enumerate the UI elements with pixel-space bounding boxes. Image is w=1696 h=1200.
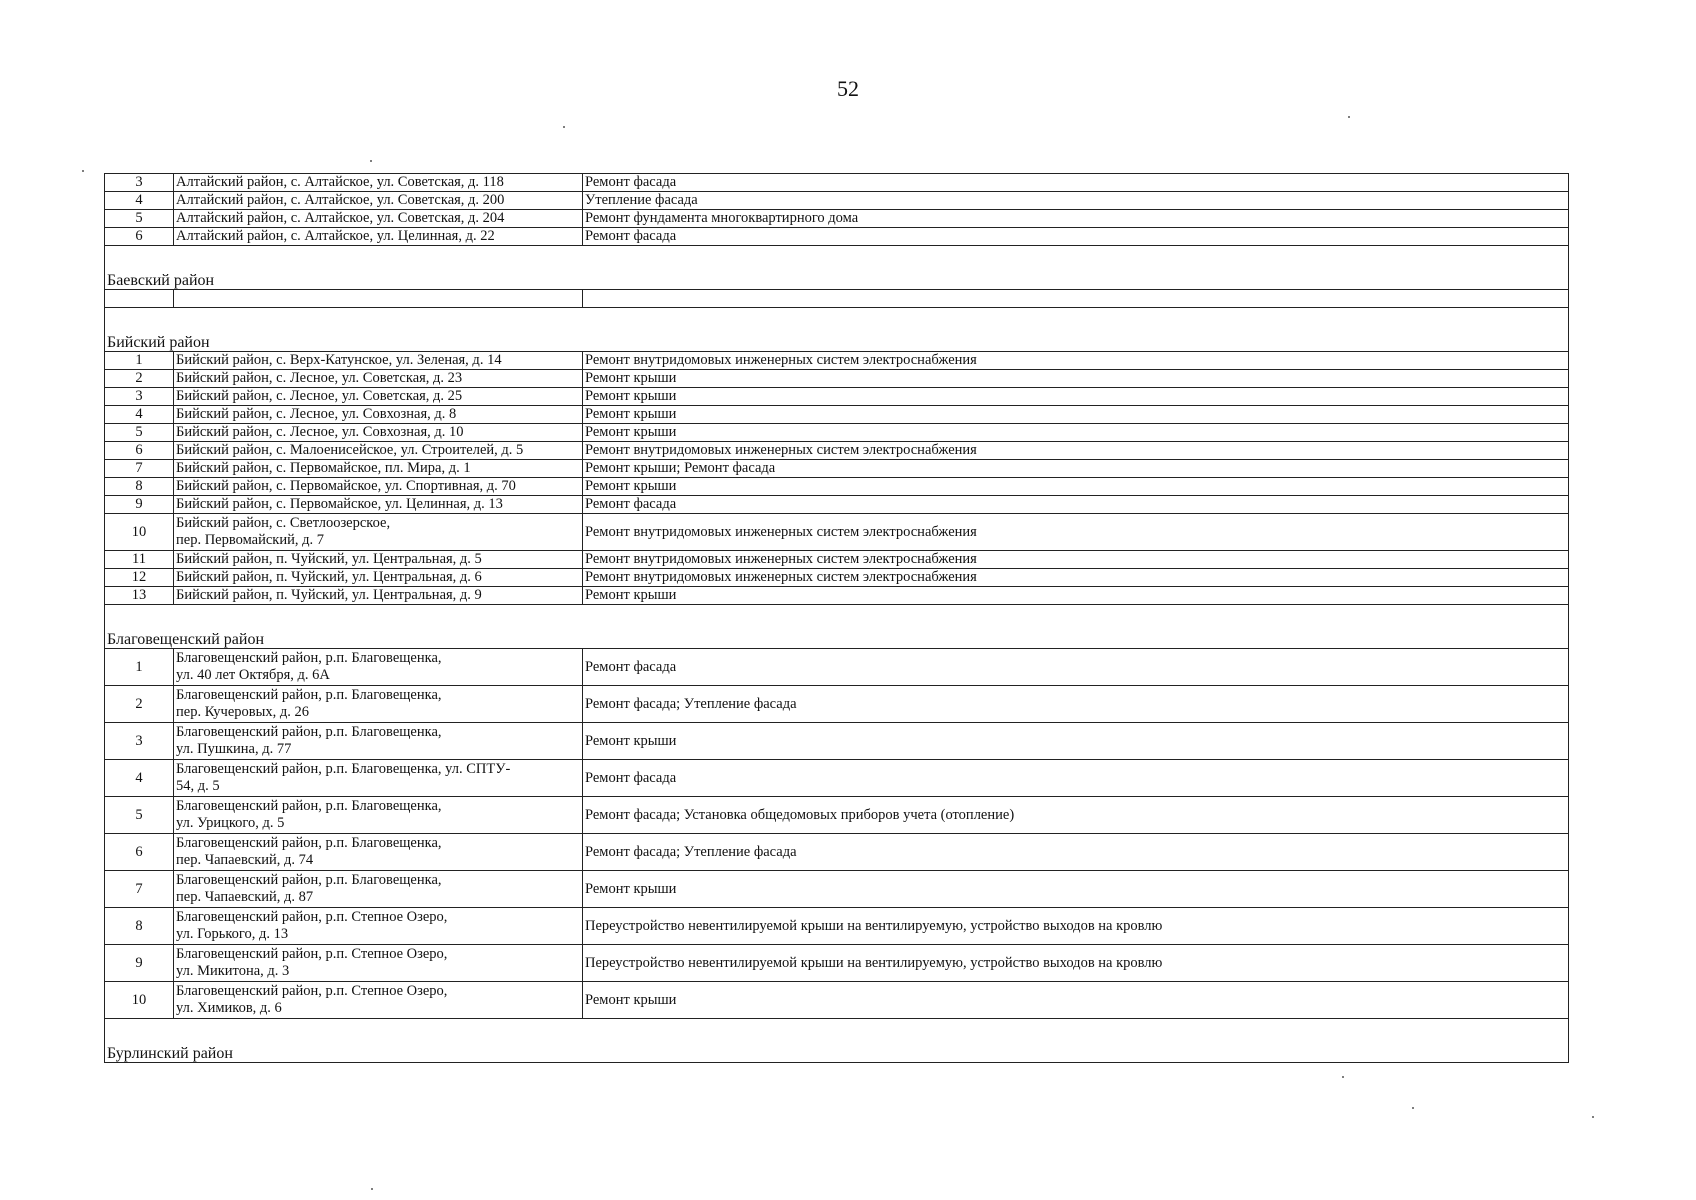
row-work-type: Ремонт крыши: [583, 388, 1569, 406]
table-row: [105, 210, 1569, 228]
address-line: Благовещенский район, р.п. Благовещенка,: [176, 872, 442, 888]
row-number: 2: [105, 370, 174, 388]
row-number: 9: [105, 945, 174, 982]
address-line: ул. Химиков, д. 6: [176, 1000, 282, 1016]
scan-speck: [370, 160, 372, 162]
row-number: 8: [105, 478, 174, 496]
address-line: 54, д. 5: [176, 778, 220, 794]
row-work-type: Ремонт фасада: [583, 228, 1569, 246]
row-number: 5: [105, 797, 174, 834]
row-number: 10: [105, 982, 174, 1019]
row-address: Бийский район, п. Чуйский, ул. Центральная, д. 6: [174, 569, 583, 587]
address-line: Благовещенский район, р.п. Благовещенка,: [176, 650, 442, 666]
row-work-type: Ремонт фасада: [583, 649, 1569, 686]
row-number: 1: [105, 352, 174, 370]
row-address: Бийский район, с. Первомайское, ул. Спортивная, д. 70: [174, 478, 583, 496]
row-work-type: Ремонт фасада; Установка общедомовых приборов учета (отопление): [583, 797, 1569, 834]
district-title: Бурлинский район: [105, 1019, 1569, 1063]
row-number: 13: [105, 587, 174, 605]
row-work-type: Переустройство невентилируемой крыши на вентилируемую, устройство выходов на кровлю: [583, 908, 1569, 945]
table-row: [105, 388, 1569, 406]
address-line: пер. Кучеровых, д. 26: [176, 704, 309, 720]
row-address: [174, 945, 583, 982]
row-address: Бийский район, с. Малоенисейское, ул. Строителей, д. 5: [174, 442, 583, 460]
row-address: [174, 871, 583, 908]
row-number: 3: [105, 723, 174, 760]
row-work-type: Ремонт крыши: [583, 370, 1569, 388]
district-title: Баевский район: [105, 246, 1569, 290]
table-row: [105, 760, 1569, 797]
address-line: ул. Микитона, д. 3: [176, 963, 290, 979]
scan-speck: [82, 170, 84, 172]
row-number: 6: [105, 228, 174, 246]
row-work-type: Ремонт внутридомовых инженерных систем электроснабжения: [583, 442, 1569, 460]
row-address: Бийский район, с. Лесное, ул. Совхозная, д. 10: [174, 424, 583, 442]
row-number: 12: [105, 569, 174, 587]
address-line: Бийский район, с. Светлоозерское,: [176, 515, 391, 531]
row-address: Бийский район, с. Первомайское, ул. Целинная, д. 13: [174, 496, 583, 514]
row-work-type: Переустройство невентилируемой крыши на вентилируемую, устройство выходов на кровлю: [583, 945, 1569, 982]
row-address: Алтайский район, с. Алтайское, ул. Советская, д. 118: [174, 174, 583, 192]
row-number: 9: [105, 496, 174, 514]
row-work-type: Ремонт внутридомовых инженерных систем электроснабжения: [583, 551, 1569, 569]
address-line: пер. Чапаевский, д. 87: [176, 889, 314, 905]
address-line: Благовещенский район, р.п. Благовещенка, ул. СПТУ-: [176, 761, 511, 777]
table-row: [105, 406, 1569, 424]
row-work-type: Ремонт крыши: [583, 871, 1569, 908]
district-title: Бийский район: [105, 308, 1569, 352]
district-header-blagoveshchensky: [105, 605, 1569, 649]
address-line: Благовещенский район, р.п. Благовещенка,: [176, 687, 442, 703]
row-number: 1: [105, 649, 174, 686]
row-number: 4: [105, 406, 174, 424]
row-work-type: Утепление фасада: [583, 192, 1569, 210]
table-row: [105, 569, 1569, 587]
row-number: 5: [105, 210, 174, 228]
row-address: [174, 982, 583, 1019]
row-address: [174, 908, 583, 945]
table-row: [105, 551, 1569, 569]
row-work-type: Ремонт крыши: [583, 478, 1569, 496]
building-repair-table: [104, 173, 1569, 1063]
address-line: ул. Пушкина, д. 77: [176, 741, 292, 757]
table-row: [105, 686, 1569, 723]
row-work-type: Ремонт крыши: [583, 723, 1569, 760]
row-work-type: Ремонт фасада; Утепление фасада: [583, 686, 1569, 723]
table-row: [105, 834, 1569, 871]
row-address: Бийский район, с. Лесное, ул. Советская, д. 23: [174, 370, 583, 388]
row-work-type: Ремонт крыши: [583, 982, 1569, 1019]
table-row: [105, 370, 1569, 388]
table-row: [105, 514, 1569, 551]
table-row: [105, 649, 1569, 686]
district-header-baevsky: [105, 246, 1569, 290]
address-line: Благовещенский район, р.п. Благовещенка,: [176, 835, 442, 851]
row-address: Бийский район, с. Лесное, ул. Советская, д. 25: [174, 388, 583, 406]
empty-row: [105, 290, 1569, 308]
row-address: [174, 723, 583, 760]
address-line: ул. Урицкого, д. 5: [176, 815, 285, 831]
row-address: [174, 797, 583, 834]
address-line: Благовещенский район, р.п. Степное Озеро,: [176, 946, 448, 962]
row-address: Алтайский район, с. Алтайское, ул. Целинная, д. 22: [174, 228, 583, 246]
table-row: [105, 352, 1569, 370]
row-address: Алтайский район, с. Алтайское, ул. Советская, д. 200: [174, 192, 583, 210]
row-address: Бийский район, с. Первомайское, пл. Мира, д. 1: [174, 460, 583, 478]
row-address: Алтайский район, с. Алтайское, ул. Советская, д. 204: [174, 210, 583, 228]
row-address: [174, 649, 583, 686]
row-number: 4: [105, 192, 174, 210]
row-work-type: Ремонт фундамента многоквартирного дома: [583, 210, 1569, 228]
table-row: [105, 723, 1569, 760]
address-line: Благовещенский район, р.п. Благовещенка,: [176, 724, 442, 740]
page-number: 52: [837, 76, 859, 101]
row-number: 3: [105, 174, 174, 192]
table-row: [105, 424, 1569, 442]
row-number: 6: [105, 442, 174, 460]
district-header-biysky: [105, 308, 1569, 352]
table-row: [105, 871, 1569, 908]
row-number: 2: [105, 686, 174, 723]
row-work-type: Ремонт внутридомовых инженерных систем электроснабжения: [583, 514, 1569, 551]
table-row: [105, 460, 1569, 478]
row-number: 11: [105, 551, 174, 569]
table-row: [105, 908, 1569, 945]
row-address: [174, 514, 583, 551]
row-address: Бийский район, с. Лесное, ул. Совхозная, д. 8: [174, 406, 583, 424]
table-row: [105, 442, 1569, 460]
row-work-type: Ремонт крыши; Ремонт фасада: [583, 460, 1569, 478]
scan-speck: [1348, 116, 1350, 118]
scan-speck: [1592, 1116, 1594, 1118]
district-header-burlinsky: [105, 1019, 1569, 1063]
address-line: пер. Чапаевский, д. 74: [176, 852, 314, 868]
row-work-type: Ремонт крыши: [583, 424, 1569, 442]
address-line: Благовещенский район, р.п. Благовещенка,: [176, 798, 442, 814]
row-work-type: Ремонт внутридомовых инженерных систем электроснабжения: [583, 352, 1569, 370]
row-address: [174, 686, 583, 723]
table-row: [105, 945, 1569, 982]
row-work-type: Ремонт фасада: [583, 496, 1569, 514]
scan-speck: [563, 126, 565, 128]
table-row: [105, 192, 1569, 210]
row-work-type: Ремонт фасада: [583, 174, 1569, 192]
row-work-type: Ремонт крыши: [583, 587, 1569, 605]
row-work-type: Ремонт внутридомовых инженерных систем электроснабжения: [583, 569, 1569, 587]
scan-speck: [1412, 1107, 1414, 1109]
table-row: [105, 478, 1569, 496]
scan-speck: [1342, 1076, 1344, 1078]
row-number: 5: [105, 424, 174, 442]
table-row: [105, 496, 1569, 514]
row-number: 7: [105, 460, 174, 478]
district-title: Благовещенский район: [105, 605, 1569, 649]
table-row: [105, 174, 1569, 192]
row-address: Бийский район, с. Верх-Катунское, ул. Зеленая, д. 14: [174, 352, 583, 370]
address-line: Благовещенский район, р.п. Степное Озеро,: [176, 983, 448, 999]
row-address: Бийский район, п. Чуйский, ул. Центральная, д. 5: [174, 551, 583, 569]
address-line: ул. 40 лет Октября, д. 6А: [176, 667, 330, 683]
row-work-type: Ремонт крыши: [583, 406, 1569, 424]
row-work-type: Ремонт фасада; Утепление фасада: [583, 834, 1569, 871]
scan-speck: [371, 1188, 373, 1190]
row-number: 8: [105, 908, 174, 945]
row-number: 4: [105, 760, 174, 797]
address-line: пер. Первомайский, д. 7: [176, 532, 324, 548]
table-row: [105, 797, 1569, 834]
row-number: 3: [105, 388, 174, 406]
row-number: 10: [105, 514, 174, 551]
row-number: 6: [105, 834, 174, 871]
address-line: ул. Горького, д. 13: [176, 926, 289, 942]
table-row: [105, 982, 1569, 1019]
address-line: Благовещенский район, р.п. Степное Озеро,: [176, 909, 448, 925]
row-work-type: Ремонт фасада: [583, 760, 1569, 797]
row-address: [174, 834, 583, 871]
table-row: [105, 228, 1569, 246]
row-number: 7: [105, 871, 174, 908]
table-row: [105, 587, 1569, 605]
row-address: Бийский район, п. Чуйский, ул. Центральная, д. 9: [174, 587, 583, 605]
row-address: [174, 760, 583, 797]
